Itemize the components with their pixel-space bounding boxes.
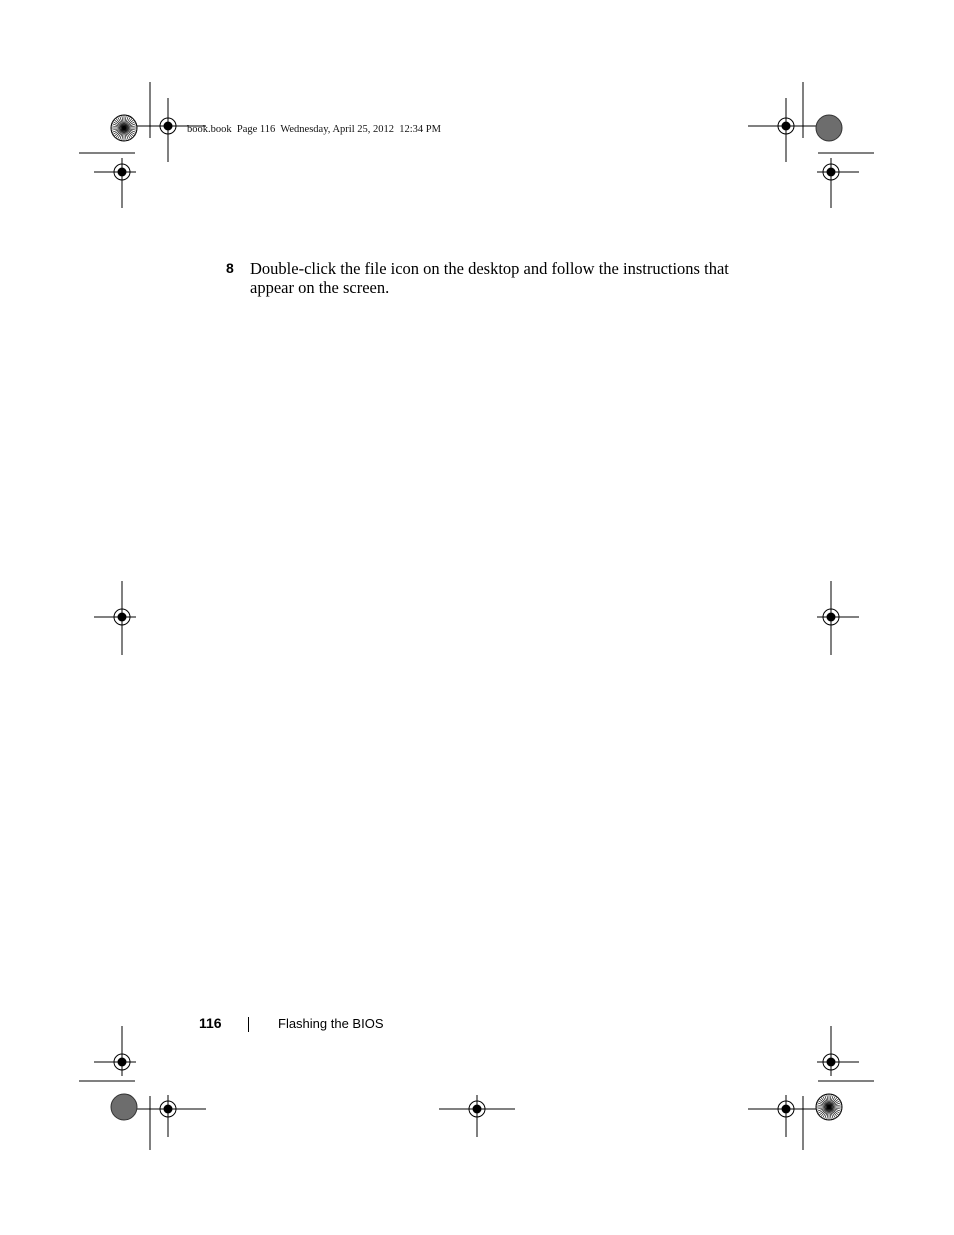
footer-section-title: Flashing the BIOS: [278, 1016, 384, 1031]
registration-target-icon: [439, 1095, 515, 1137]
registration-target-icon: [94, 158, 136, 208]
registration-target-icon: [748, 1095, 824, 1137]
print-slug: book.book Page 116 Wednesday, April 25, 2012 12:34 PM: [187, 124, 441, 135]
starburst-target-icon: [111, 115, 137, 141]
step-number: 8: [226, 260, 234, 276]
registration-target-icon: [748, 98, 826, 162]
registration-target-icon: [817, 581, 859, 655]
page-number: 116: [199, 1015, 222, 1031]
registration-target-icon: [817, 158, 859, 208]
registration-target-icon: [94, 581, 136, 655]
registration-target-icon: [130, 1095, 206, 1137]
starburst-target-icon: [816, 1094, 842, 1120]
footer-divider: [248, 1017, 249, 1032]
step-text: Double-click the file icon on the desktop and follow the instructions that appear on the screen.: [250, 259, 729, 297]
registration-target-icon: [94, 1026, 136, 1076]
registration-target-icon: [817, 1026, 859, 1076]
